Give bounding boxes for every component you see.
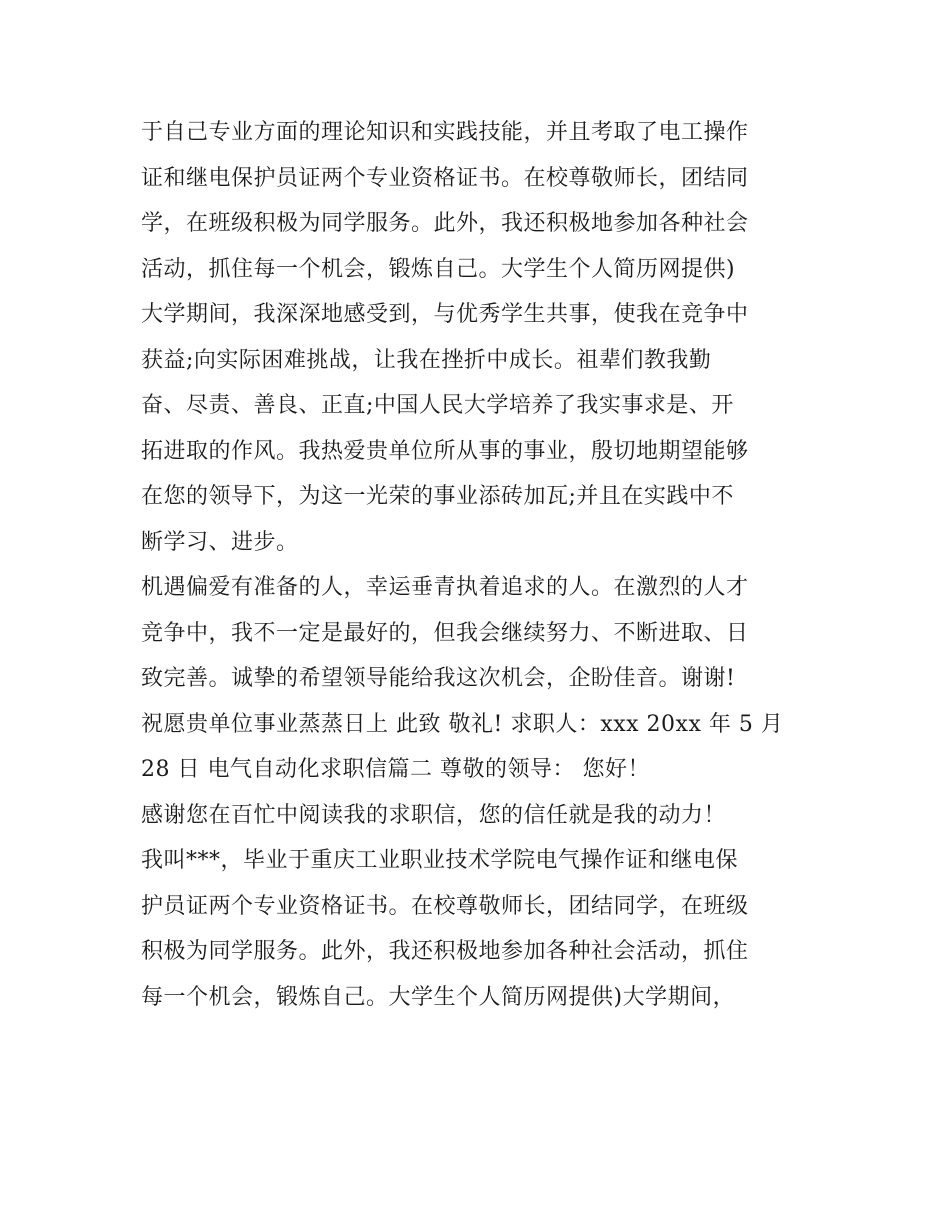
body-text [141, 110, 821, 1020]
text-line: 证和继电保护员证两个专业资格证书。在校尊敬师长，团结同 [141, 165, 749, 191]
text-line: 护员证两个专业资格证书。在校尊敬师长，团结同学，在班级 [141, 893, 749, 919]
text-line: 祝愿贵单位事业蒸蒸日上 此致 敬礼! 求职人：xxx 20xx 年 5 月 [141, 711, 784, 737]
text-line: 感谢您在百忙中阅读我的求职信，您的信任就是我的动力！ [141, 802, 727, 828]
text-line: 积极为同学服务。此外，我还积极地参加各种社会活动，抓住 [141, 939, 749, 964]
text-line: 拓进取的作风。我热爱贵单位所从事的事业，殷切地期望能够 [141, 438, 749, 464]
text-line: 奋、尽责、善良、正直;中国人民大学培养了我实事求是、开 [141, 393, 734, 418]
text-line: 于自己专业方面的理论知识和实践技能，并且考取了电工操作 [141, 120, 749, 145]
text-line: 获益;向实际困难挑战，让我在挫折中成长。祖辈们教我勤 [141, 347, 712, 373]
text-line: 机遇偏爱有准备的人，幸运垂青执着追求的人。在激烈的人才 [141, 575, 749, 600]
text-line: 致完善。诚挚的希望领导能给我这次机会，企盼佳音。谢谢! [141, 666, 736, 691]
text-line: 在您的领导下，为这一光荣的事业添砖加瓦;并且在实践中不 [141, 484, 734, 509]
text-line: 28 日 电气自动化求职信篇二 尊敬的领导： 您好！ [141, 757, 650, 782]
text-line: 每一个机会，锻炼自己。大学生个人简历网提供)大学期间， [141, 984, 736, 1010]
text-line: 活动，抓住每一个机会，锻炼自己。大学生个人简历网提供) [141, 256, 736, 282]
text-line: 断学习、进步。 [141, 529, 299, 555]
text-line: 我叫***，毕业于重庆工业职业技术学院电气操作证和继电保 [141, 848, 739, 873]
text-line: 学，在班级积极为同学服务。此外，我还积极地参加各种社会 [141, 211, 749, 236]
text-line: 竞争中，我不一定是最好的，但我会继续努力、不断进取、日 [141, 620, 749, 646]
text-line: 大学期间，我深深地感受到，与优秀学生共事，使我在竞争中 [141, 302, 749, 327]
